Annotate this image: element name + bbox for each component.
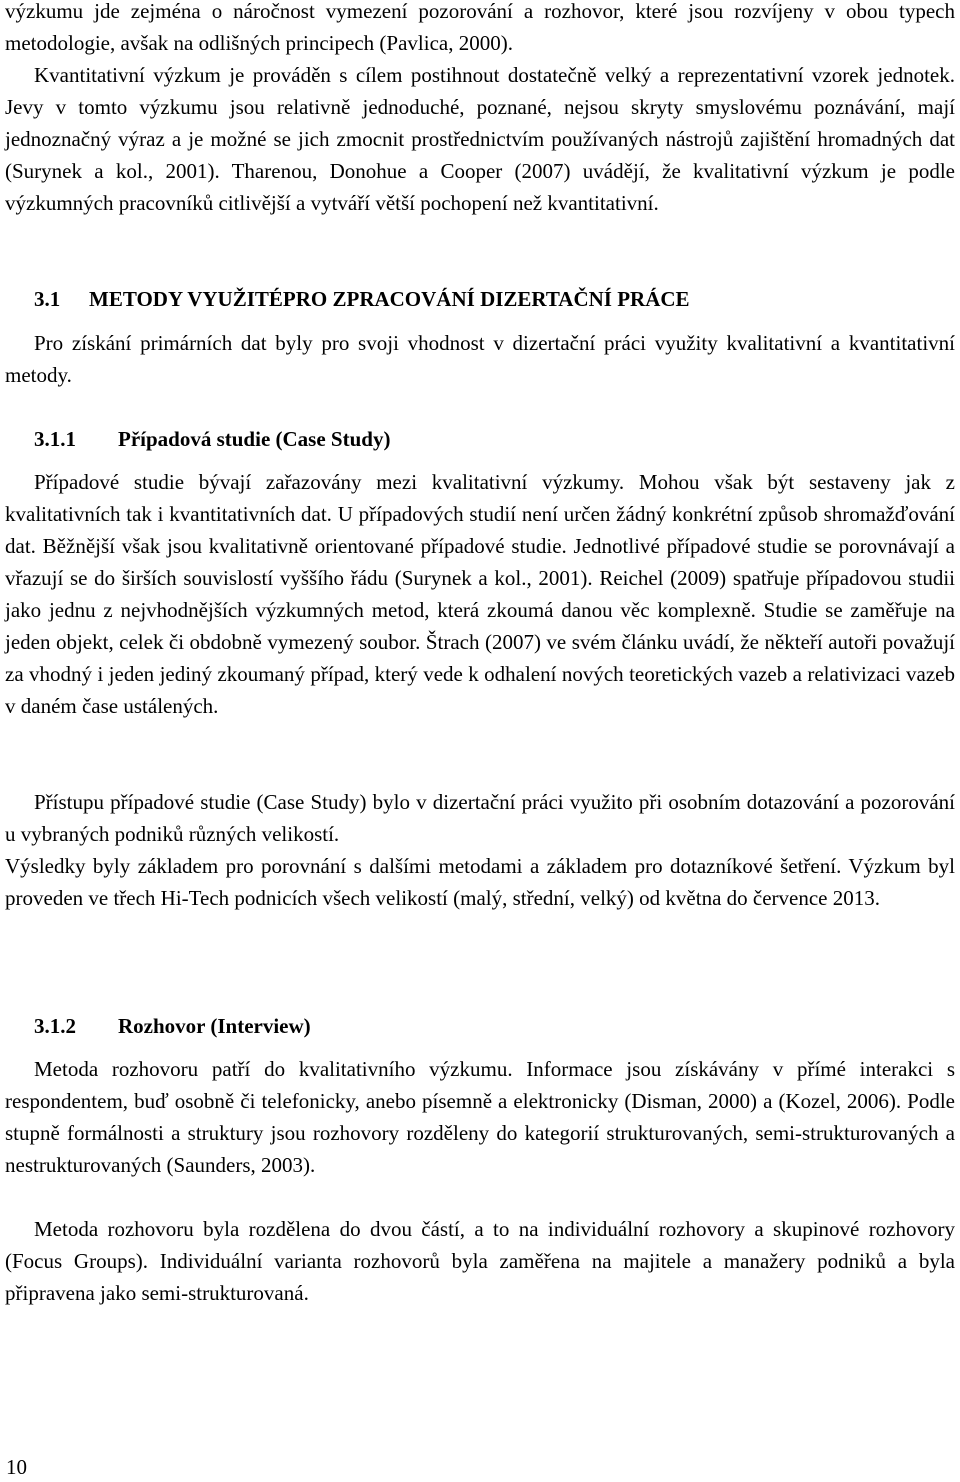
- subsection-title: Případová studie (Case Study): [118, 427, 391, 451]
- subsection-title: Rozhovor (Interview): [118, 1014, 311, 1038]
- paragraph-interview-parts: Metoda rozhovoru byla rozdělena do dvou částí, a to na individuální rozhovory a skupinové rozhovory (Focus Groups). Individuální varianta rozhovorů byla zaměřena na majitele a manažery podniků a byla připravena jako semi-strukturovaná.: [5, 1217, 955, 1305]
- paragraph-results: Výsledky byly základem pro porovnání s dalšími metodami a základem pro dotazníkové šetření. Výzkum byl proveden ve třech Hi-Tech podnicích všech velikostí (malý, střední, velký) od května do července 2013.: [5, 854, 955, 910]
- paragraph-case-studies: Případové studie bývají zařazovány mezi kvalitativní výzkumy. Mohou však být sestaveny jak z kvalitativních tak i kvantitativních dat. U případových studií není určen žádný konkrétní způsob shromažďování dat. Běžnější však jsou kvalitativně orientované případové studie. Jednotlivé případové studie se porovnávají a vřazují se do širších souvislostí vyššího řádu (Surynek a kol., 2001). Reichel (2009) spatřuje případovou studii jako jednu z nejvhodnějších výzkumných metod, která zkoumá danou věc komplexně. Studie se zaměřuje na jeden objekt, celek či obdobně vymezený soubor. Štrach (2007) ve svém článku uvádí, že někteří autoři považují za vhodný i jeden jediný zkoumaný případ, který vede k odhalení nových teoretických vazeb a relativizaci vazeb v daném čase ustálených.: [5, 470, 955, 718]
- paragraph-methods-intro: Pro získání primárních dat byly pro svoji vhodnost v dizertační práci využity kvalitativní a kvantitativní metody.: [5, 331, 955, 387]
- section-heading-3-1: [5, 283, 955, 315]
- section-number: 3.1: [34, 287, 61, 311]
- page-number: 10: [6, 1455, 27, 1479]
- subsection-number: 3.1.2: [34, 1014, 76, 1038]
- subsection-heading-3-1-1: [5, 423, 955, 455]
- paragraph-case-study-approach: Přístupu případové studie (Case Study) bylo v dizertační práci využito při osobním dotazování a pozorování u vybraných podniků různých velikostí.: [5, 790, 955, 846]
- paragraph-interview-method: Metoda rozhovoru patří do kvalitativního výzkumu. Informace jsou získávány v přímé interakci s respondentem, buď osobně či telefonicky, anebo písemně a elektronicky (Disman, 2000) a (Kozel, 2006). Podle stupně formálnosti a struktury jsou rozhovory rozděleny do kategorií strukturovaných, semi-strukturovaných a nestrukturovaných (Saunders, 2003).: [5, 1057, 955, 1177]
- subsection-heading-3-1-2: [5, 1010, 955, 1042]
- paragraph-intro-end: výzkumu jde zejména o náročnost vymezení pozorování a rozhovor, které jsou rozvíjeny v obou typech metodologie, avšak na odlišných principech (Pavlica, 2000).: [5, 0, 955, 55]
- subsection-number: 3.1.1: [34, 427, 76, 451]
- paragraph-quantitative-research: Kvantitativní výzkum je prováděn s cílem postihnout dostatečně velký a reprezentativní vzorek jednotek. Jevy v tomto výzkumu jsou relativně jednoduché, poznané, nejsou skryty smyslovému poznávání, mají jednoznačný výraz a je možné se jich zmocnit prostřednictvím používaných nástrojů zajištění hromadných dat (Surynek a kol., 2001). Tharenou, Donohue a Cooper (2007) uvádějí, že kvalitativní výzkum je podle výzkumných pracovníků citlivější a vytváří větší pochopení než kvantitativní.: [5, 63, 955, 215]
- section-title: METODY VYUŽITÉPRO ZPRACOVÁNÍ DIZERTAČNÍ PRÁCE: [89, 287, 690, 311]
